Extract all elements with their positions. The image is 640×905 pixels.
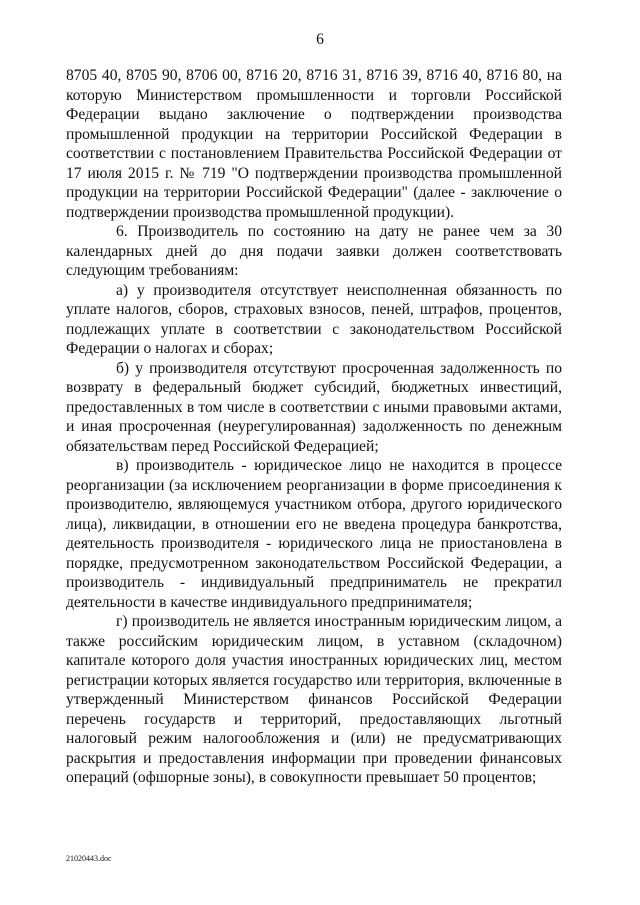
footer-document-id: 21020443.doc (66, 854, 112, 863)
paragraph-6: 6. Производитель по состоянию на дату не ранее чем за 30 календарных дней до дня подачи заявки должен соответствовать следующим требованиям: (66, 223, 562, 279)
document-body (66, 66, 562, 788)
list-item-v: в) производитель - юридическое лицо не находится в процессе реорганизации (за исключением реорганизации в форме присоединения к производителю, являющемуся участником отбора, другого юридического лица), ликвидации, в отношении его не введена процедура банкротства, деятельность производителя - юридического лица не приостановлена в порядке, предусмотренном законодательством Российской Федерации, а производитель - индивидуальный предприниматель не прекратил деятельности в качестве индивидуального предпринимателя; (66, 457, 562, 611)
paragraph-continued: 8705 40, 8705 90, 8706 00, 8716 20, 8716 31, 8716 39, 8716 40, 8716 80, на которую Министерством промышленности и торговли Российской Федерации выдано заключение о подтверждении производства промышленной продукции на территории Российской Федерации в соответствии с постановлением Правительства Российской Федерации от 17 июля 2015 г. № 719 "О подтверждении производства промышленной продукции на территории Российской Федерации" (далее - заключение о подтверждении производства промышленной продукции). (66, 67, 562, 221)
list-item-g: г) производитель не является иностранным юридическим лицом, а также российским юридическим лицом, в уставном (складочном) капитале которого доля участия иностранных юридических лиц, местом регистрации которых является государство или территория, включенные в утвержденный Министерством финансов Российской Федерации перечень государств и территорий, предоставляющих льготный налоговый режим налогообложения и (или) не предусматривающих раскрытия и предоставления информации при проведении финансовых операций (офшорные зоны), в совокупности превышает 50 процентов; (66, 613, 562, 786)
page-number: 6 (316, 31, 324, 48)
list-item-a: а) у производителя отсутствует неисполненная обязанность по уплате налогов, сборов, страховых взносов, пеней, штрафов, процентов, подлежащих уплате в соответствии с законодательством Российской Федерации о налогах и сборах; (66, 281, 562, 357)
list-item-b: б) у производителя отсутствуют просроченная задолженность по возврату в федеральный бюджет субсидий, бюджетных инвестиций, предоставленных в том числе в соответствии с иными правовыми актами, и иная просроченная (неурегулированная) задолженность по денежным обязательствам перед Российской Федерацией; (66, 359, 562, 455)
